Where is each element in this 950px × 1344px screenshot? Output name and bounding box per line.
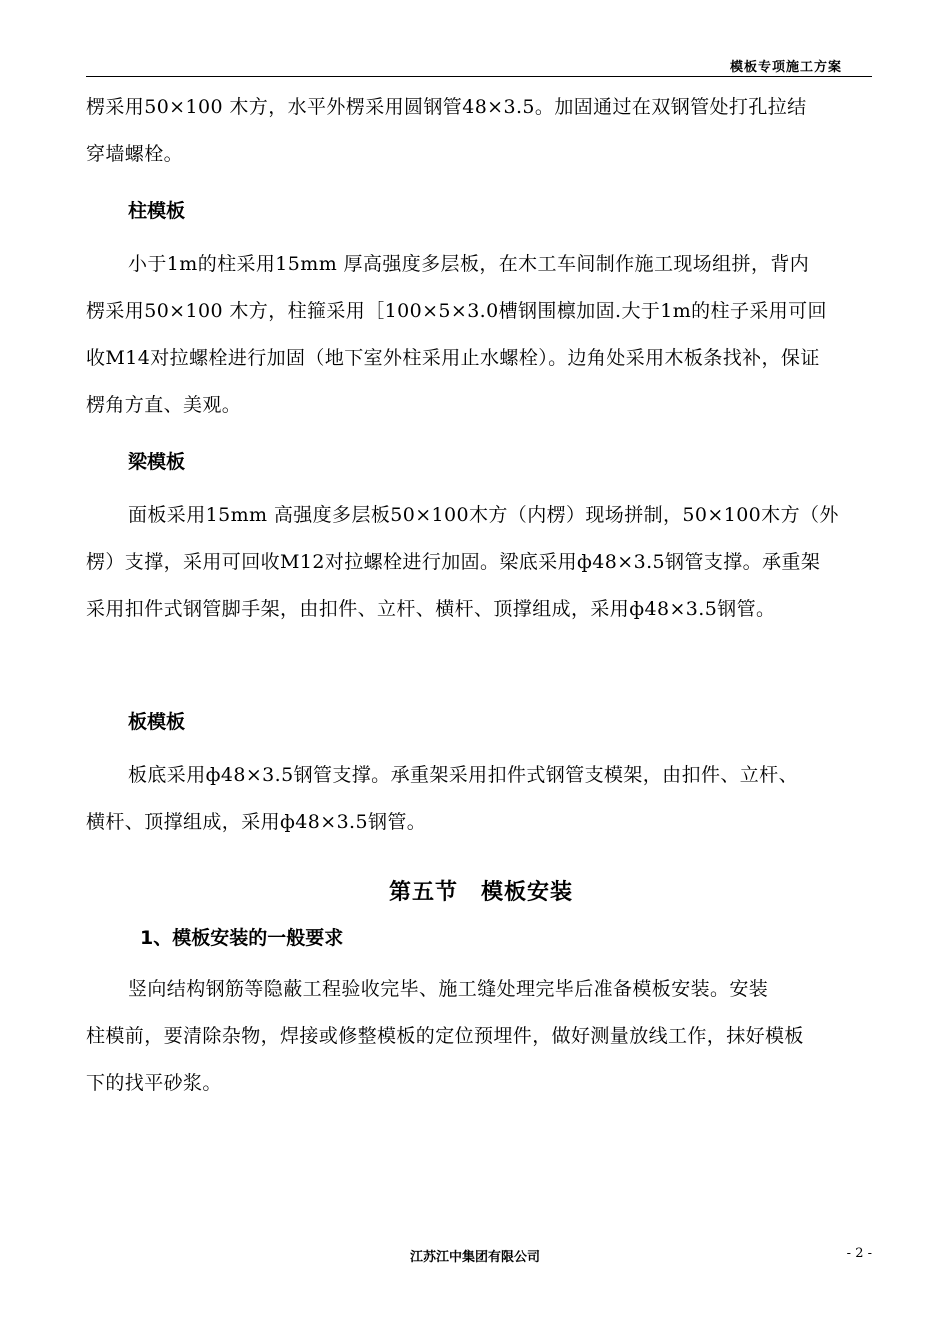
paragraph-line: 板底采用ф48×3.5钢管支撑。承重架采用扣件式钢管支模架，由扣件、立杆、 <box>128 764 798 786</box>
page-number: - 2 - <box>846 1246 872 1261</box>
paragraph-line: 楞采用50×100 木方，柱箍采用［100×5×3.0槽钢围檩加固.大于1m的柱子采用可回 <box>86 300 827 322</box>
numbered-heading: 1、模板安装的一般要求 <box>140 927 344 949</box>
subheading-slab-formwork: 板模板 <box>128 711 186 733</box>
subheading-beam-formwork: 梁模板 <box>128 451 186 473</box>
paragraph-line: 柱模前，要清除杂物，焊接或修整模板的定位预埋件，做好测量放线工作，抹好模板 <box>86 1025 804 1047</box>
paragraph-line: 楞）支撑，采用可回收M12对拉螺栓进行加固。梁底采用ф48×3.5钢管支撑。承重架 <box>86 551 821 573</box>
paragraph-line: 面板采用15mm 高强度多层板50×100木方（内楞）现场拼制，50×100木方（外 <box>128 504 839 526</box>
paragraph-line: 楞采用50×100 木方，水平外楞采用圆钢管48×3.5。加固通过在双钢管处打孔拉结 <box>86 96 807 118</box>
paragraph-line: 下的找平砂浆。 <box>86 1072 222 1094</box>
paragraph-line: 竖向结构钢筋等隐蔽工程验收完毕、施工缝处理完毕后准备模板安装。安装 <box>128 978 769 1000</box>
paragraph-line: 小于1m的柱采用15mm 厚高强度多层板，在木工车间制作施工现场组拼，背内 <box>128 253 810 275</box>
header-rule <box>86 76 872 77</box>
footer-company: 江苏江中集团有限公司 <box>409 1250 540 1265</box>
paragraph-line: 收M14对拉螺栓进行加固（地下室外柱采用止水螺栓）。边角处采用木板条找补，保证 <box>86 347 820 369</box>
paragraph-line: 穿墙螺栓。 <box>86 143 184 165</box>
spacer <box>86 633 876 689</box>
header-title: 模板专项施工方案 <box>729 60 842 75</box>
subheading-column-formwork: 柱模板 <box>128 200 186 222</box>
document-body <box>86 84 876 1107</box>
section-title: 第五节 模板安装 <box>388 880 573 905</box>
paragraph-line: 采用扣件式钢管脚手架，由扣件、立杆、横杆、顶撑组成，采用ф48×3.5钢管。 <box>86 598 776 620</box>
paragraph-line: 楞角方直、美观。 <box>86 394 242 416</box>
paragraph-line: 横杆、顶撑组成，采用ф48×3.5钢管。 <box>86 811 427 833</box>
